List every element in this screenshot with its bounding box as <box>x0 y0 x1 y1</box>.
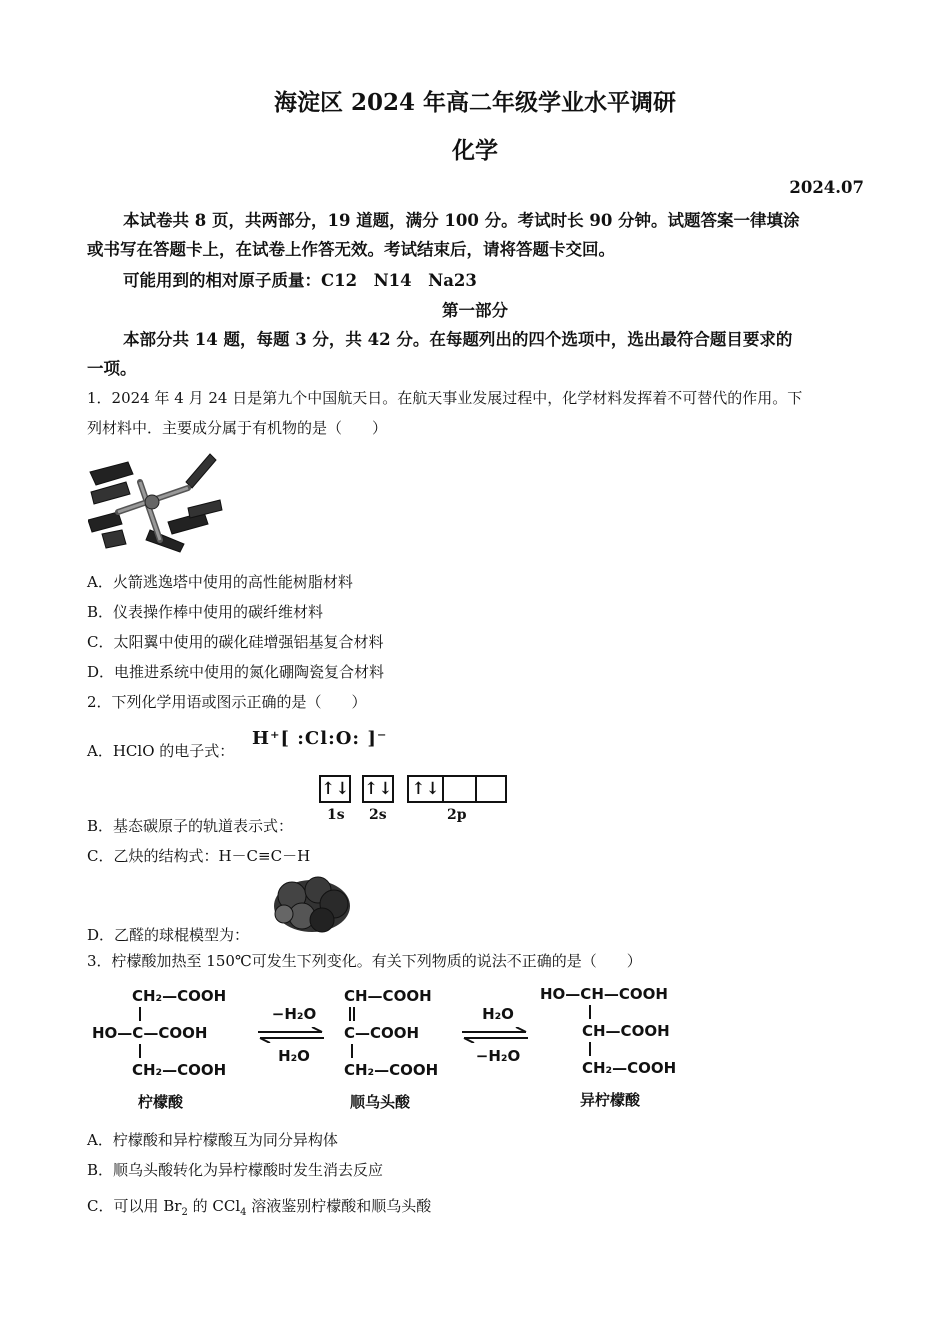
aconitic-acid-row-1: CH—COOH <box>344 987 432 1005</box>
reaction-scheme <box>88 983 708 1113</box>
citric-acid-row-3: CH₂—COOH <box>132 1061 227 1079</box>
arrow-1-bottom-label: H₂O <box>278 1047 310 1065</box>
q1-option-c: C．太阳翼中使用的碳化硅增强铝基复合材料 <box>87 633 384 651</box>
equilibrium-arrow-1 <box>256 1027 326 1043</box>
subject-title: 化学 <box>452 137 498 164</box>
isocitric-acid-name: 异柠檬酸 <box>580 1091 641 1109</box>
q2-stem: 2．下列化学用语或图示正确的是（ ） <box>87 693 367 711</box>
q3-option-c <box>87 1195 431 1218</box>
bond-line <box>589 1042 591 1056</box>
bond-line <box>139 1044 141 1058</box>
q3-option-c-sub-1: 2 <box>181 1207 188 1218</box>
orbital-box-2p-3 <box>475 777 505 801</box>
orbital-label-2p: 2p <box>447 807 467 823</box>
q1-stem-line-2: 列材料中．主要成分属于有机物的是（ ） <box>87 419 388 437</box>
hclo-electron-formula: H⁺[ :Cl:O: ]⁻ <box>252 728 388 749</box>
acetaldehyde-model-image <box>270 874 354 938</box>
bond-line <box>589 1005 591 1019</box>
citric-acid-row-2: HO—C—COOH <box>92 1024 208 1042</box>
q2-option-c: C．乙炔的结构式：H－C≡C－H <box>87 847 311 865</box>
bond-line <box>351 1044 353 1058</box>
q3-option-c-part-2: 的 CCl <box>187 1197 241 1215</box>
q1-option-b: B．仪表操作棒中使用的碳纤维材料 <box>87 603 324 621</box>
instructions-line-2: 或书写在答题卡上，在试卷上作答无效。考试结束后，请将答题卡交回。 <box>87 240 615 259</box>
orbital-box-2p-1: ↑↓ <box>409 777 444 801</box>
orbital-group-2p <box>407 775 507 803</box>
orbital-label-2s: 2s <box>369 807 387 823</box>
arrow-2-bottom-label: −H₂O <box>475 1047 521 1065</box>
q3-option-b: B．顺乌头酸转化为异柠檬酸时发生消去反应 <box>87 1161 384 1179</box>
bond-line <box>139 1007 141 1021</box>
orbital-box-2s: ↑↓ <box>362 775 394 803</box>
isocitric-acid-row-1: HO—CH—COOH <box>540 985 668 1003</box>
citric-acid-name: 柠檬酸 <box>138 1093 184 1111</box>
q1-option-a: A．火箭逃逸塔中使用的高性能树脂材料 <box>87 573 353 591</box>
orbital-label-1s: 1s <box>327 807 345 823</box>
aconitic-acid-row-3: CH₂—COOH <box>344 1061 439 1079</box>
isocitric-acid-row-3: CH₂—COOH <box>582 1059 677 1077</box>
citric-acid-row-1: CH₂—COOH <box>132 987 227 1005</box>
part-intro-line-1: 本部分共 14 题，每题 3 分，共 42 分。在每题列出的四个选项中，选出最符合题目要求的 <box>123 330 793 349</box>
arrow-2-top-label: H₂O <box>482 1005 514 1023</box>
instructions-line-1: 本试卷共 8 页，共两部分，19 道题，满分 100 分。考试时长 90 分钟。试题答案一律填涂 <box>123 211 800 230</box>
q2-option-d: D．乙醛的球棍模型为： <box>87 926 250 944</box>
q1-option-d: D．电推进系统中使用的氮化硼陶瓷复合材料 <box>87 663 385 681</box>
arrow-1-top-label: −H₂O <box>271 1005 317 1023</box>
q3-option-c-sub-2: 4 <box>240 1207 247 1218</box>
double-bond-line <box>349 1007 351 1021</box>
equilibrium-arrow-2 <box>460 1027 530 1043</box>
aconitic-acid-row-2: C—COOH <box>344 1024 420 1042</box>
q2-option-b: B．基态碳原子的轨道表示式： <box>87 817 294 835</box>
page-title: 海淀区 2024 年高二年级学业水平调研 <box>273 89 677 116</box>
space-station-image <box>88 452 224 557</box>
exam-date: 2024.07 <box>789 178 864 197</box>
q1-stem-line-1: 1．2024 年 4 月 24 日是第九个中国航天日。在航天事业发展过程中，化学材料发挥着不可替代的作用。下 <box>87 389 803 407</box>
atomic-mass-note: 可能用到的相对原子质量：C12 N14 Na23 <box>123 271 477 290</box>
q3-stem: 3．柠檬酸加热至 150℃可发生下列变化。有关下列物质的说法不正确的是（ ） <box>87 952 642 970</box>
orbital-diagram <box>319 775 509 831</box>
q3-option-a: A．柠檬酸和异柠檬酸互为同分异构体 <box>87 1131 338 1149</box>
isocitric-acid-row-2: CH—COOH <box>582 1022 670 1040</box>
part-heading: 第一部分 <box>442 301 508 320</box>
orbital-box-2p-2 <box>442 777 477 801</box>
orbital-box-1s: ↑↓ <box>319 775 351 803</box>
q3-option-c-part-1: C．可以用 Br <box>87 1197 182 1215</box>
aconitic-acid-name: 顺乌头酸 <box>350 1093 411 1111</box>
q3-option-c-part-3: 溶液鉴别柠檬酸和顺乌头酸 <box>246 1197 432 1215</box>
q2-option-a: A．HClO 的电子式： <box>87 742 235 760</box>
part-intro-line-2: 一项。 <box>87 359 137 378</box>
double-bond-line <box>353 1007 355 1021</box>
